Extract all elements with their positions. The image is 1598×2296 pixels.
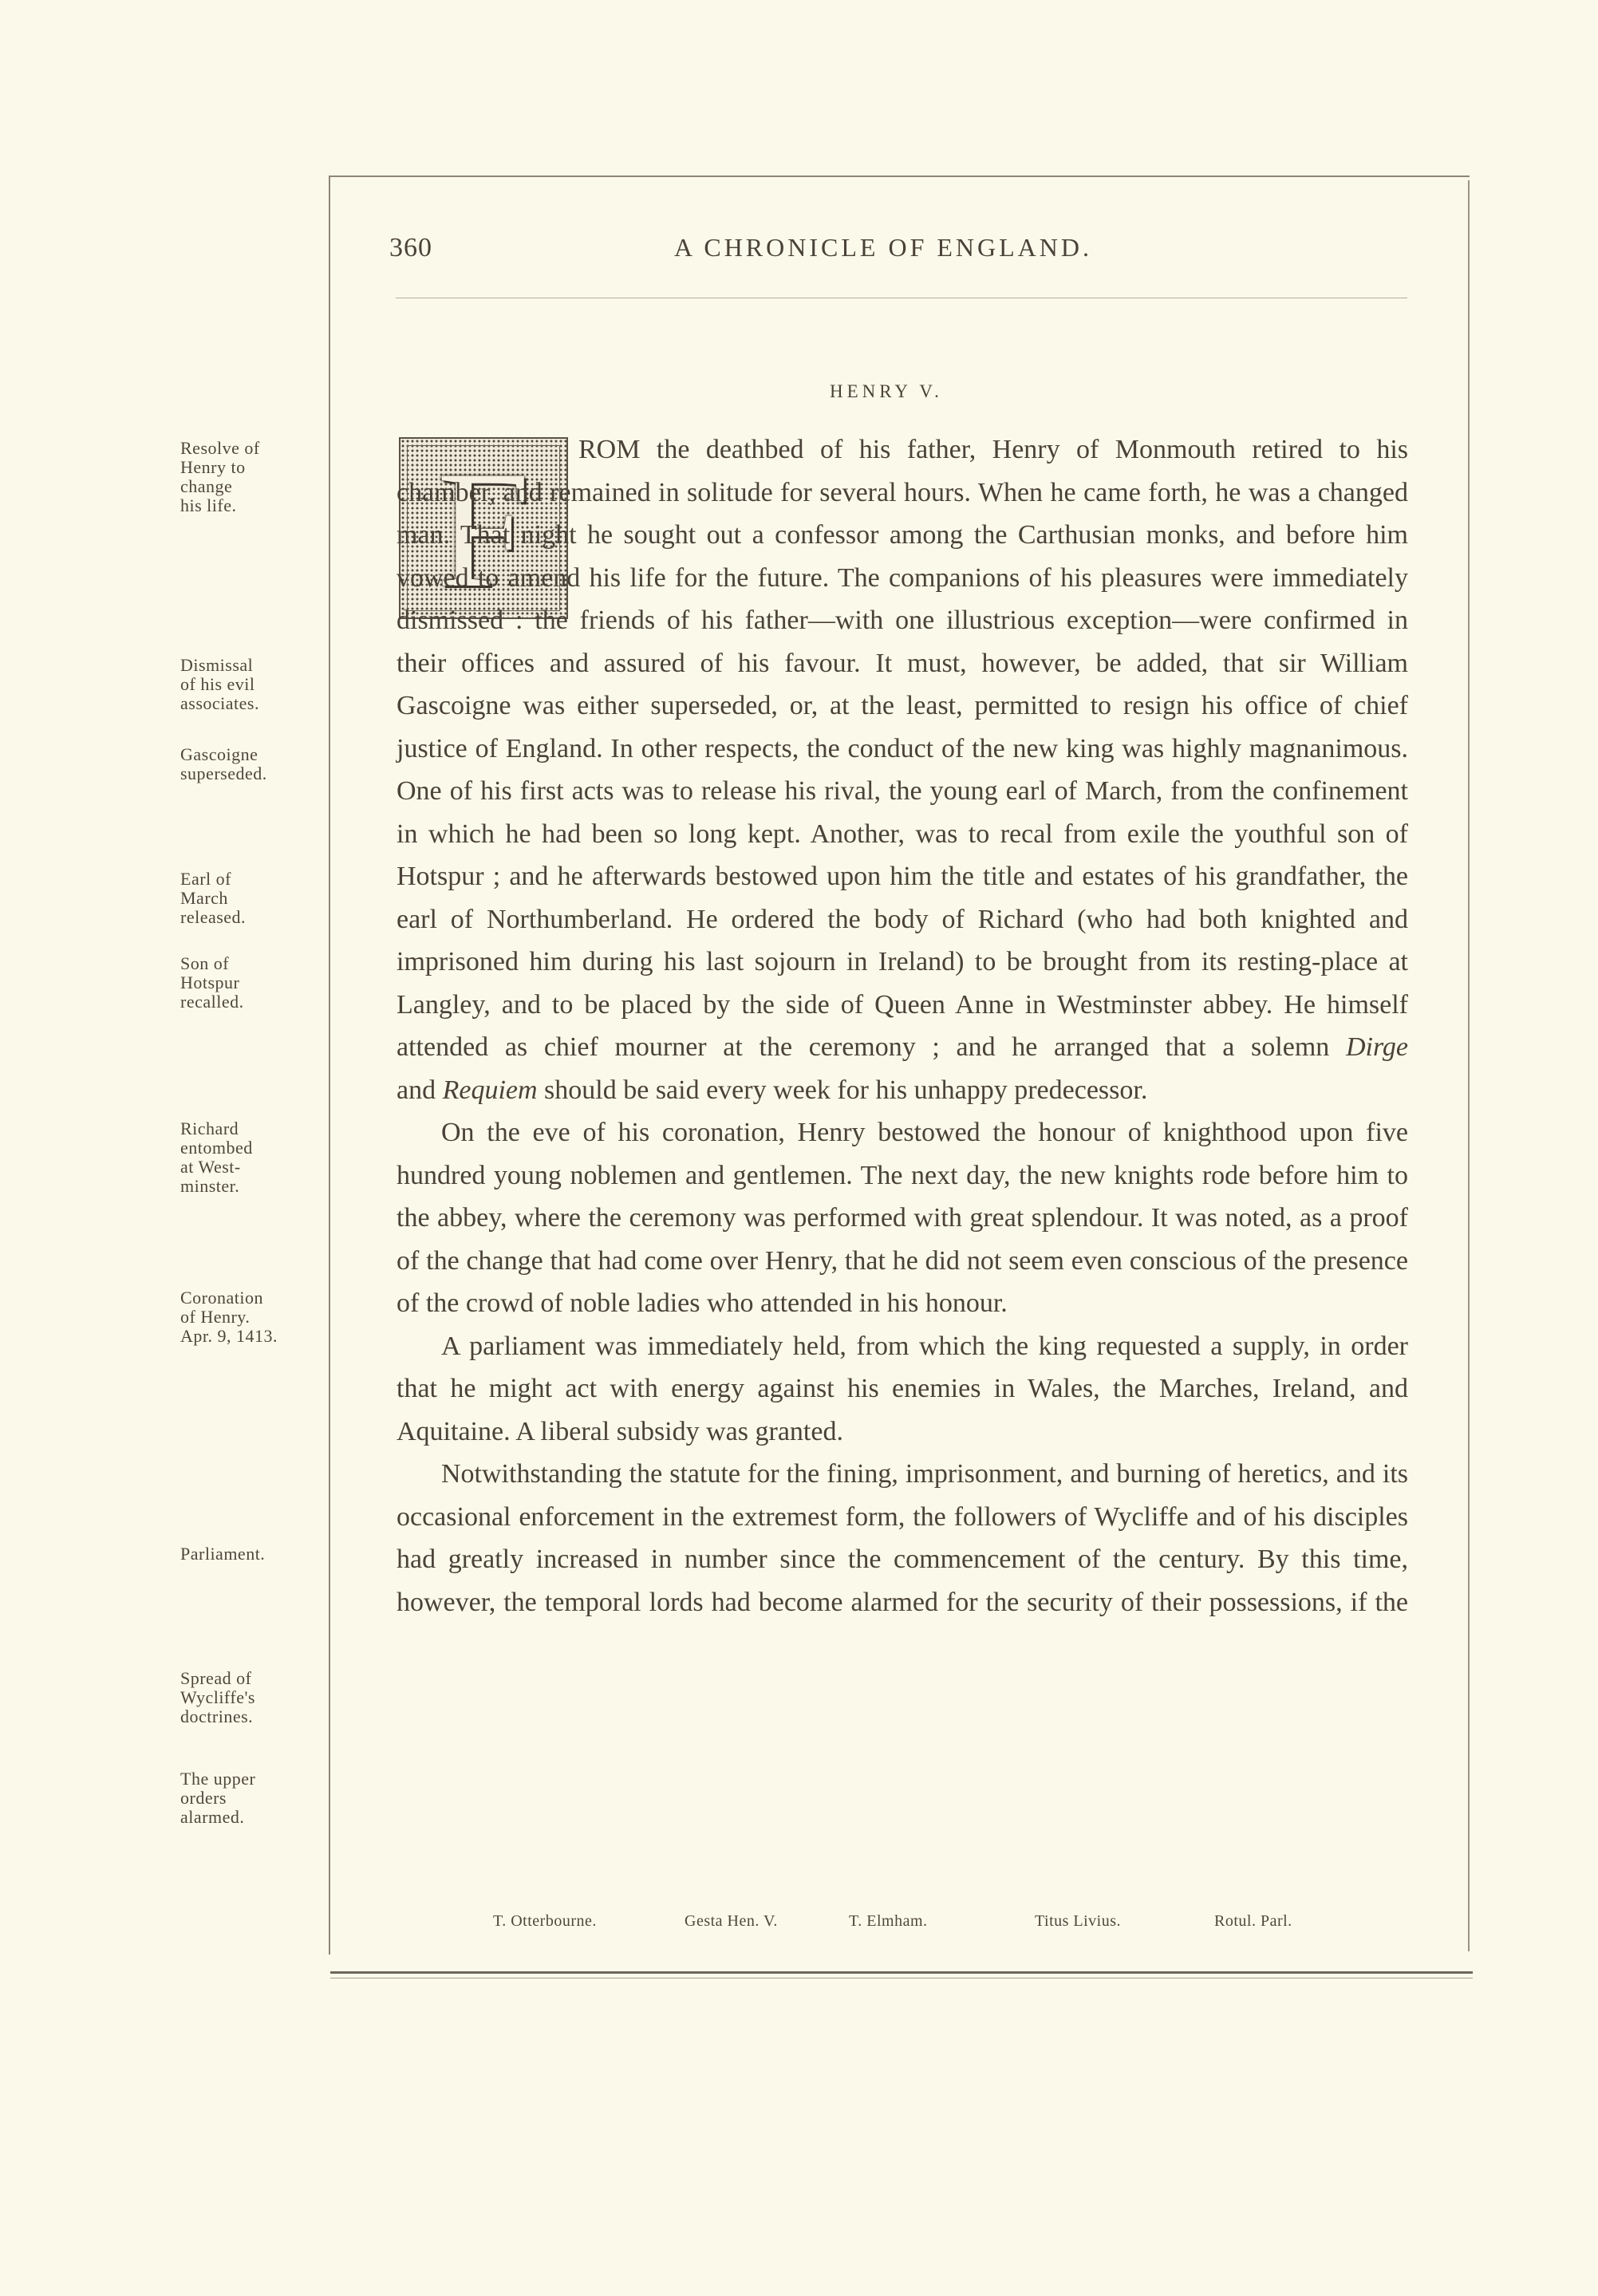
margin-note-line: of his evil <box>180 674 255 694</box>
margin-note-line: alarmed. <box>180 1807 245 1827</box>
page-frame-top-rule <box>329 176 1470 177</box>
paragraph-1-and: and <box>397 1075 436 1105</box>
margin-note-line: his life. <box>180 495 237 515</box>
margin-note-line: The upper <box>180 1769 256 1789</box>
margin-note-resolve <box>180 439 308 515</box>
margin-note-march <box>180 870 308 927</box>
margin-note-line: associates. <box>180 693 259 713</box>
page-frame-right-rule <box>1468 180 1470 1951</box>
margin-note-line: Earl of <box>180 869 231 889</box>
margin-note-line: recalled. <box>180 992 244 1012</box>
margin-note-line: released. <box>180 907 247 927</box>
margin-note-line: Resolve of <box>180 438 260 458</box>
margin-note-line: of Henry. <box>180 1307 251 1327</box>
page-frame-bottom-rule <box>330 1971 1473 1974</box>
margin-note-hotspur <box>180 954 308 1012</box>
margin-note-line: Parliament. <box>180 1544 266 1564</box>
margin-note-line: Son of <box>180 953 230 973</box>
margin-note-line: March <box>180 888 228 908</box>
paragraph-1-text: ROM the deathbed of his father, Henry of Monmouth retired to his chamber, and remained in solitude for several hours. When he came forth, he was a changed man. That night he sought out a confessor among the Carthusian monks, and before him vowed to amend his life for the future. The companions of his pleasures were immediately dismissed : the friends of his father—with one illustrious exception—were confirmed in their offices and assured of his favour. It must, however, be added, that sir William Gascoigne was either superseded, or, at the least, permitted to resign his office of chief justice of England. In other respects, the conduct of the new king was highly magnanimous. One of his first acts was to release his rival, the young earl of March, from the confinement in which he had been so long kept. Another, was to recal from exile the youthful son of Hotspur ; and he afterwards bestowed upon him the title and estates of his grandfather, the earl of Northumberland. He ordered the body of Richard (who had both knighted and imprisoned him during his last sojourn in Ireland) to be brought from its resting-place at Langley, and to be placed by the side of Queen Anne in Westminster abbey. He himself attended as chief mourner at the ceremony ; and he arranged that a solemn <box>397 435 1408 1062</box>
margin-note-richard <box>180 1119 308 1196</box>
margin-note-line: Hotspur <box>180 972 240 992</box>
margin-note-line: at West- <box>180 1157 241 1177</box>
paragraph-3: A parliament was immediately held, from which the king requested a supply, in order that he might act with energy against his enemies in Wales, the Marches, Ireland, and Aquitaine. A liberal subsidy was granted. <box>397 1331 1408 1446</box>
margin-note-line: change <box>180 476 233 496</box>
margin-note-line: Henry to <box>180 457 246 477</box>
margin-note-line: Gascoigne <box>180 744 258 764</box>
paragraph-2: On the eve of his coronation, Henry bestowed the honour of knighthood upon five hundred young noblemen and gentlemen. The next day, the new knights rode before him to the abbey, where the ceremony was performed with great splendour. It was noted, as a proof of the change that had come over Henry, that he did not seem even conscious of the presence of the crowd of noble ladies who attended in his honour. <box>397 1118 1408 1318</box>
margin-note-line: Apr. 9, 1413. <box>180 1326 278 1346</box>
paragraph-1 <box>397 428 1408 1069</box>
page-number: 360 <box>389 233 432 262</box>
ornamental-initial-letter: F <box>436 437 531 622</box>
margin-note-line: Spread of <box>180 1668 252 1688</box>
dirge-word: Dirge <box>1345 1032 1408 1062</box>
margin-note-line: entombed <box>180 1138 253 1158</box>
margin-note-line: orders <box>180 1788 227 1808</box>
source-citation: T. Elmham. <box>849 1912 928 1930</box>
margin-note-line: minster. <box>180 1176 240 1196</box>
running-head: A CHRONICLE OF ENGLAND. <box>674 233 1092 262</box>
margin-note-line: doctrines. <box>180 1706 254 1726</box>
paragraph-1-tail: should be said every week for his unhappy predecessor. <box>544 1075 1148 1105</box>
margin-note-gascoigne <box>180 745 308 783</box>
margin-note-wycliffe <box>180 1669 308 1726</box>
margin-note-line: Richard <box>180 1118 239 1138</box>
margin-note-coronation <box>180 1288 308 1346</box>
source-citation: T. Otterbourne. <box>493 1912 597 1930</box>
margin-note-parliament <box>180 1544 308 1564</box>
paragraph-4: Notwithstanding the statute for the fining, imprisonment, and burning of heretics, and its occasional enforcement in the extremest form, the followers of Wycliffe and of his disciples had greatly increased in number since the commencement of the century. By this time, however, the temporal lords had become alarmed for the security of their possessions, if the <box>397 1459 1408 1617</box>
margin-note-line: Wycliffe's <box>180 1687 255 1707</box>
margin-note-dismissal <box>180 656 308 713</box>
margin-note-line: Coronation <box>180 1288 263 1308</box>
requiem-word: Requiem <box>442 1075 538 1105</box>
source-citation: Gesta Hen. V. <box>685 1912 778 1930</box>
paragraph-1-end <box>397 1069 1408 1112</box>
section-title: HENRY V. <box>830 381 943 401</box>
margin-note-upper-orders <box>180 1769 308 1827</box>
body-text <box>397 428 1408 1623</box>
page-frame-left-rule <box>329 176 330 1955</box>
margin-note-line: Dismissal <box>180 655 254 675</box>
source-citation: Rotul. Parl. <box>1214 1912 1292 1930</box>
margin-note-line: superseded. <box>180 763 267 783</box>
source-citation: Titus Livius. <box>1035 1912 1122 1930</box>
